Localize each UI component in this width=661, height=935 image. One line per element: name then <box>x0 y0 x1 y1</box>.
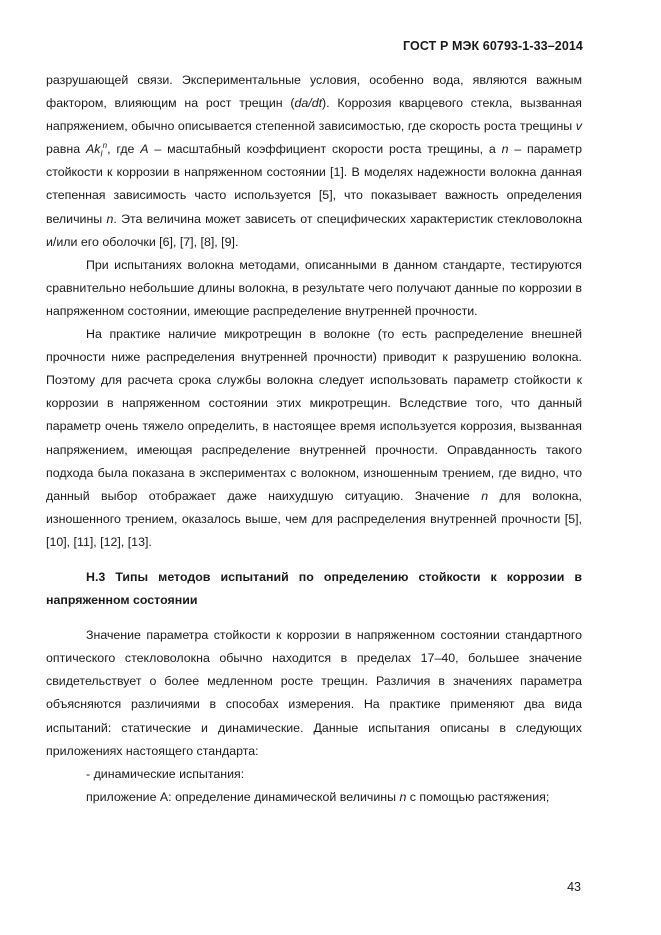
formula-ak: Ak <box>85 142 101 157</box>
paragraph-2: При испытаниях волокна методами, описанными в данном стандарте, тестируются сравнительно небольшие длины волокна, в результате чего получают данные по коррозии в напряженном состоянии, имеющие распределение внутренней прочности. <box>46 257 582 318</box>
list-item-dynamic-tests: - динамические испытания: <box>86 766 245 781</box>
formula-dadt: da/dt <box>294 96 323 111</box>
text-run: ). Коррозия кварцевого стекла, вызванная напряжением, обычно описывается степенной зависимостью, где скорость роста трещины <box>46 96 582 134</box>
text-run: приложение А: определение динамической величины <box>86 789 400 804</box>
document-header: ГОСТ Р МЭК 60793-1-33–2014 <box>403 39 583 53</box>
formula-n: n <box>501 142 509 157</box>
formula-superscript: n <box>102 141 108 151</box>
paragraph-4: Значение параметра стойкости к коррозии в напряженном состоянии стандартного оптического стекловолокна обычно находится в пределах 17–40, большее значение свидетельствует о более медленном росте трещин. Различия в значениях параметра объясняются различиями в способах измерения. На практике применяют два вида испытаний: статические и динамические. Данные испытания описаны в следующих приложениях настоящего стандарта: <box>46 628 582 758</box>
paragraph-1 <box>46 69 582 254</box>
document-body <box>46 69 582 809</box>
formula-v: v <box>575 119 582 134</box>
section-heading: Н.3 Типы методов испытаний по определению стойкости к коррозии в напряженном состоянии <box>46 569 582 608</box>
text-run: , где <box>107 142 141 157</box>
text-run: для волокна, изношенного трением, оказалось выше, чем для распределения внутренней прочности [5], [10], [11], [12], [13]. <box>46 488 582 549</box>
formula-n: n <box>399 789 407 804</box>
text-run: разрушающей связи. Экспериментальные условия, особенно вода, являются важным фактором, влияющим на рост трещин ( <box>46 73 582 111</box>
formula-n: n <box>106 211 114 226</box>
page-number: 43 <box>567 880 581 894</box>
formula-subscript: I <box>100 149 103 159</box>
text-run: . Эта величина может зависеть от специфических характеристик стекловолокна и/или его оболочки [6], [7], [8], [9]. <box>46 211 582 249</box>
formula-akin <box>85 141 108 159</box>
text-run: равна <box>46 142 86 157</box>
text-run: На практике наличие микротрещин в волокне (то есть распределение внешней прочности ниже распределения внутренней прочности) приводит к разрушению волокна. Поэтому для расчета срока службы волокна следует использовать параметр стойкости к коррозии в напряженном состоянии этих микротрещин. Вследствие того, что данный параметр очень тяжело определить, в настоящее время используется коррозия, вызванная напряжением, имеющая распределение внутренней прочности. Оправданность такого подхода была показана в экспериментах с волокном, изношенным трением, где видно, что данный выбор отображает даже наихудшую ситуацию. Значение <box>46 327 582 503</box>
text-run: – масштабный коэффициент скорости роста трещины, а <box>148 142 502 157</box>
list-item-annex-a <box>46 786 582 809</box>
formula-n: n <box>481 488 489 503</box>
text-run: с помощью растяжения; <box>406 789 550 804</box>
paragraph-3 <box>46 323 582 554</box>
formula-A: A <box>140 142 149 157</box>
text-run: – параметр стойкости к коррозии в напряженном состоянии [1]. В моделях надежности волокна данная степенная зависимость часто используется [5], что показывает важность определения величины <box>46 142 582 226</box>
